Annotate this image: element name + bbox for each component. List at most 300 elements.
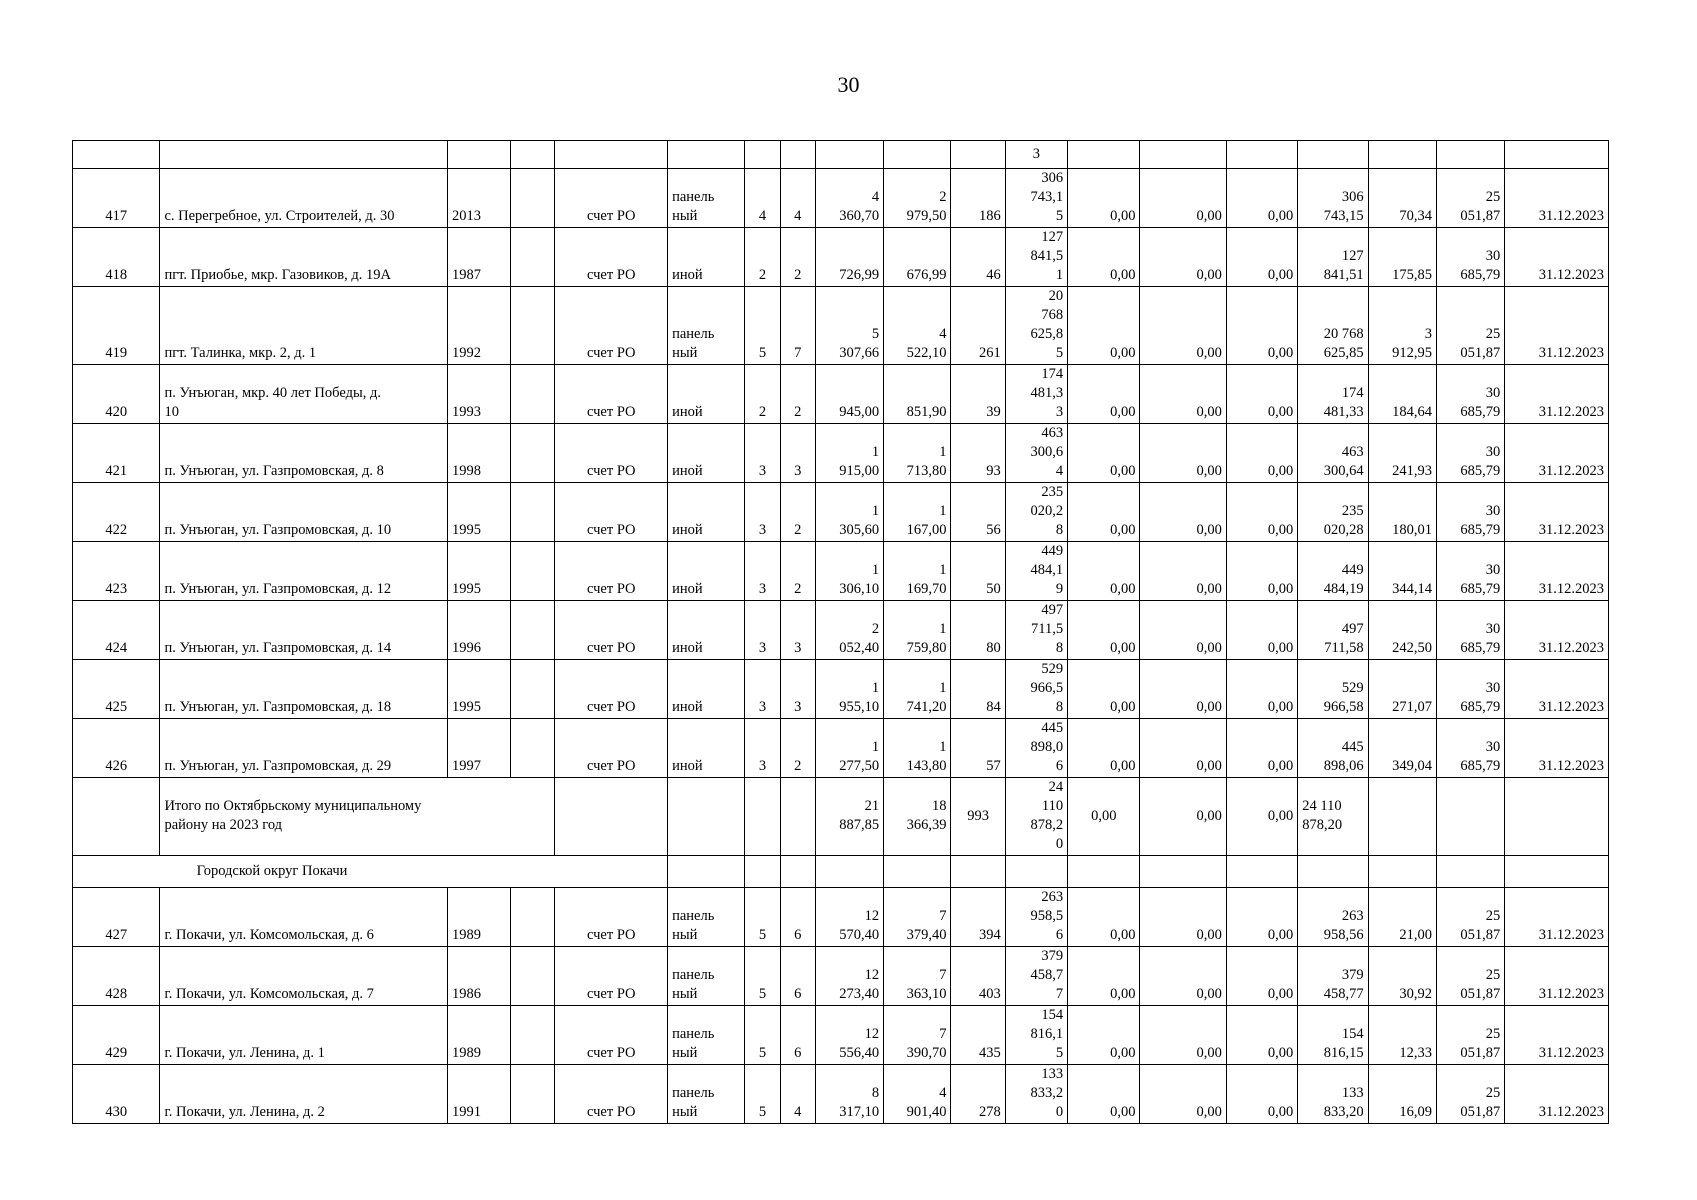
year-cell: 1987: [447, 228, 510, 287]
owners-funds-cell: 379 458,77: [1298, 947, 1368, 1006]
fund-source-2-cell: 0,00: [1140, 660, 1226, 719]
empty-cell: [1068, 856, 1140, 888]
living-area-cell: 1 169,70: [884, 542, 951, 601]
year-cell: 1993: [447, 365, 510, 424]
floors-cell: 5: [745, 888, 780, 947]
owners-funds-cell: 235 020,28: [1298, 483, 1368, 542]
fund-source-1-cell: 0,00: [1068, 365, 1140, 424]
total-area-cell: 1 306,10: [815, 542, 883, 601]
residents-cell: 394: [951, 888, 1005, 947]
total-area-cell: 1 277,50: [815, 719, 883, 778]
limit-cost-cell: 30 685,79: [1436, 601, 1504, 660]
total-owners-cell: 24 110 878,20: [1298, 778, 1368, 856]
fund-source-3-cell: 0,00: [1226, 424, 1297, 483]
address-cell: п. Унъюган, ул. Газпромовская, д. 10: [160, 483, 447, 542]
row-number: 426: [73, 719, 160, 778]
wall-material-cell: панель ный: [668, 1065, 745, 1124]
living-area-cell: 2 979,50: [884, 169, 951, 228]
entrances-cell: 2: [780, 719, 815, 778]
empty-cell: [745, 856, 780, 888]
cost-cell: 529 966,5 8: [1005, 660, 1067, 719]
empty-cell: [1505, 778, 1609, 856]
residents-cell: 186: [951, 169, 1005, 228]
unit-cost-cell: 3 912,95: [1368, 287, 1436, 365]
year-cell: 1995: [447, 660, 510, 719]
empty-cell: [780, 778, 815, 856]
year-cell: 1986: [447, 947, 510, 1006]
table-row: [73, 228, 1609, 287]
limit-cost-cell: 30 685,79: [1436, 424, 1504, 483]
empty-cell: [511, 888, 555, 947]
residents-cell: 46: [951, 228, 1005, 287]
deadline-cell: 31.12.2023: [1505, 1006, 1609, 1065]
floors-cell: 5: [745, 947, 780, 1006]
total-residents-cell: 993: [951, 778, 1005, 856]
total-fund-1-cell: 0,00: [1068, 778, 1140, 856]
year-cell: 2013: [447, 169, 510, 228]
empty-cell: [884, 856, 951, 888]
fund-source-2-cell: 0,00: [1140, 1065, 1226, 1124]
year-cell: 1995: [447, 542, 510, 601]
empty-cell: [511, 424, 555, 483]
fund-source-1-cell: 0,00: [1068, 542, 1140, 601]
row-number: 420: [73, 365, 160, 424]
floors-cell: 5: [745, 1065, 780, 1124]
row-number: 430: [73, 1065, 160, 1124]
fund-source-1-cell: 0,00: [1068, 719, 1140, 778]
table-row: [73, 1006, 1609, 1065]
fund-source-3-cell: 0,00: [1226, 719, 1297, 778]
total-area-cell: 726,99: [815, 228, 883, 287]
unit-cost-cell: 12,33: [1368, 1006, 1436, 1065]
cost-cell: 235 020,2 8: [1005, 483, 1067, 542]
unit-cost-cell: 175,85: [1368, 228, 1436, 287]
unit-cost-cell: 180,01: [1368, 483, 1436, 542]
cost-cell: 449 484,1 9: [1005, 542, 1067, 601]
row-number: 422: [73, 483, 160, 542]
cost-cell: 306 743,1 5: [1005, 169, 1067, 228]
section-header-row: [73, 856, 1609, 888]
wall-material-cell: панель ный: [668, 1006, 745, 1065]
year-cell: 1997: [447, 719, 510, 778]
empty-cell: [511, 169, 555, 228]
wall-material-cell: иной: [668, 424, 745, 483]
entrances-cell: 4: [780, 1065, 815, 1124]
row-number: 429: [73, 1006, 160, 1065]
year-cell: 1989: [447, 888, 510, 947]
fund-source-3-cell: 0,00: [1226, 228, 1297, 287]
limit-cost-cell: 30 685,79: [1436, 228, 1504, 287]
cost-cell: 379 458,7 7: [1005, 947, 1067, 1006]
deadline-cell: 31.12.2023: [1505, 287, 1609, 365]
address-cell: с. Перегребное, ул. Строителей, д. 30: [160, 169, 447, 228]
total-area-cell: 2 052,40: [815, 601, 883, 660]
total-area-cell: 12 273,40: [815, 947, 883, 1006]
fund-source-3-cell: 0,00: [1226, 1065, 1297, 1124]
owners-funds-cell: 449 484,19: [1298, 542, 1368, 601]
floors-cell: 5: [745, 287, 780, 365]
fund-cell: счет РО: [555, 287, 668, 365]
total-area-cell: 4 360,70: [815, 169, 883, 228]
unit-cost-cell: 70,34: [1368, 169, 1436, 228]
living-area-cell: 851,90: [884, 365, 951, 424]
fund-source-3-cell: 0,00: [1226, 888, 1297, 947]
table-body: [73, 141, 1609, 1124]
address-cell: пгт. Приобье, мкр. Газовиков, д. 19А: [160, 228, 447, 287]
fund-source-2-cell: 0,00: [1140, 888, 1226, 947]
fund-source-1-cell: 0,00: [1068, 601, 1140, 660]
empty-cell: [668, 778, 745, 856]
wall-material-cell: панель ный: [668, 169, 745, 228]
living-area-cell: 7 390,70: [884, 1006, 951, 1065]
carry-over-row: [73, 141, 1609, 169]
row-number: 421: [73, 424, 160, 483]
fund-source-2-cell: 0,00: [1140, 483, 1226, 542]
wall-material-cell: панель ный: [668, 287, 745, 365]
residents-cell: 93: [951, 424, 1005, 483]
deadline-cell: 31.12.2023: [1505, 542, 1609, 601]
total-fund-2-cell: 0,00: [1140, 778, 1226, 856]
fund-source-1-cell: 0,00: [1068, 287, 1140, 365]
limit-cost-cell: 25 051,87: [1436, 1065, 1504, 1124]
empty-cell: [1368, 856, 1436, 888]
row-number: 428: [73, 947, 160, 1006]
fund-cell: счет РО: [555, 424, 668, 483]
fund-source-1-cell: 0,00: [1068, 424, 1140, 483]
fund-cell: счет РО: [555, 169, 668, 228]
owners-funds-cell: 133 833,20: [1298, 1065, 1368, 1124]
cost-cell: 127 841,5 1: [1005, 228, 1067, 287]
fund-source-1-cell: 0,00: [1068, 483, 1140, 542]
empty-cell: [1140, 856, 1226, 888]
entrances-cell: 2: [780, 228, 815, 287]
floors-cell: 3: [745, 483, 780, 542]
cost-cell: 133 833,2 0: [1005, 1065, 1067, 1124]
page-number: 30: [837, 72, 860, 97]
address-cell: п. Унъюган, ул. Газпромовская, д. 8: [160, 424, 447, 483]
entrances-cell: 6: [780, 888, 815, 947]
entrances-cell: 2: [780, 483, 815, 542]
wall-material-cell: иной: [668, 719, 745, 778]
address-cell: п. Унъюган, ул. Газпромовская, д. 12: [160, 542, 447, 601]
row-number: 425: [73, 660, 160, 719]
fund-source-3-cell: 0,00: [1226, 542, 1297, 601]
limit-cost-cell: 30 685,79: [1436, 365, 1504, 424]
owners-funds-cell: 445 898,06: [1298, 719, 1368, 778]
empty-cell: [1298, 856, 1368, 888]
table-row: [73, 542, 1609, 601]
owners-funds-cell: 20 768 625,85: [1298, 287, 1368, 365]
empty-cell: [1436, 856, 1504, 888]
unit-cost-cell: 242,50: [1368, 601, 1436, 660]
cost-cell: 497 711,5 8: [1005, 601, 1067, 660]
fund-source-3-cell: 0,00: [1226, 947, 1297, 1006]
fund-source-1-cell: 0,00: [1068, 888, 1140, 947]
entrances-cell: 3: [780, 424, 815, 483]
address-cell: г. Покачи, ул. Комсомольская, д. 7: [160, 947, 447, 1006]
total-area-cell: 1 955,10: [815, 660, 883, 719]
floors-cell: 3: [745, 424, 780, 483]
entrances-cell: 6: [780, 1006, 815, 1065]
owners-funds-cell: 263 958,56: [1298, 888, 1368, 947]
limit-cost-cell: 25 051,87: [1436, 947, 1504, 1006]
total-area-cell: 12 570,40: [815, 888, 883, 947]
empty-cell: [511, 1006, 555, 1065]
fund-source-3-cell: 0,00: [1226, 601, 1297, 660]
empty-cell: [511, 287, 555, 365]
fund-cell: счет РО: [555, 365, 668, 424]
floors-cell: 3: [745, 660, 780, 719]
table-row: [73, 888, 1609, 947]
empty-cell: [511, 601, 555, 660]
floors-cell: 2: [745, 228, 780, 287]
residents-cell: 56: [951, 483, 1005, 542]
address-cell: п. Унъюган, ул. Газпромовская, д. 29: [160, 719, 447, 778]
residents-cell: 80: [951, 601, 1005, 660]
repair-program-table: [72, 140, 1609, 1124]
total-fund-3-cell: 0,00: [1226, 778, 1297, 856]
fund-source-2-cell: 0,00: [1140, 228, 1226, 287]
limit-cost-cell: 25 051,87: [1436, 287, 1504, 365]
residents-cell: 84: [951, 660, 1005, 719]
fund-cell: счет РО: [555, 947, 668, 1006]
address-cell: п. Унъюган, ул. Газпромовская, д. 18: [160, 660, 447, 719]
fund-cell: счет РО: [555, 483, 668, 542]
fund-source-3-cell: 0,00: [1226, 169, 1297, 228]
empty-cell: [780, 856, 815, 888]
cost-cell: 154 816,1 5: [1005, 1006, 1067, 1065]
table-row: [73, 483, 1609, 542]
living-area-cell: 1 759,80: [884, 601, 951, 660]
fund-source-1-cell: 0,00: [1068, 1065, 1140, 1124]
deadline-cell: 31.12.2023: [1505, 660, 1609, 719]
cost-cell: 263 958,5 6: [1005, 888, 1067, 947]
empty-cell: [1368, 778, 1436, 856]
fund-cell: счет РО: [555, 719, 668, 778]
table-row: [73, 660, 1609, 719]
empty-cell: [511, 947, 555, 1006]
deadline-cell: 31.12.2023: [1505, 169, 1609, 228]
wall-material-cell: иной: [668, 365, 745, 424]
address-cell: г. Покачи, ул. Ленина, д. 1: [160, 1006, 447, 1065]
row-number: 418: [73, 228, 160, 287]
deadline-cell: 31.12.2023: [1505, 601, 1609, 660]
fund-cell: счет РО: [555, 542, 668, 601]
fund-source-3-cell: 0,00: [1226, 1006, 1297, 1065]
table-row: [73, 169, 1609, 228]
table-row: [73, 601, 1609, 660]
unit-cost-cell: 349,04: [1368, 719, 1436, 778]
deadline-cell: 31.12.2023: [1505, 947, 1609, 1006]
year-cell: 1996: [447, 601, 510, 660]
owners-funds-cell: 154 816,15: [1298, 1006, 1368, 1065]
deadline-cell: 31.12.2023: [1505, 483, 1609, 542]
fund-source-1-cell: 0,00: [1068, 228, 1140, 287]
fund-cell: счет РО: [555, 1006, 668, 1065]
limit-cost-cell: 25 051,87: [1436, 1006, 1504, 1065]
owners-funds-cell: 127 841,51: [1298, 228, 1368, 287]
fund-source-2-cell: 0,00: [1140, 1006, 1226, 1065]
unit-cost-cell: 30,92: [1368, 947, 1436, 1006]
empty-cell: [1505, 856, 1609, 888]
limit-cost-cell: 30 685,79: [1436, 660, 1504, 719]
limit-cost-cell: 30 685,79: [1436, 719, 1504, 778]
wall-material-cell: иной: [668, 601, 745, 660]
floors-cell: 3: [745, 542, 780, 601]
fund-source-3-cell: 0,00: [1226, 287, 1297, 365]
fund-source-1-cell: 0,00: [1068, 660, 1140, 719]
entrances-cell: 6: [780, 947, 815, 1006]
wall-material-cell: панель ный: [668, 947, 745, 1006]
total-area-cell: 1 915,00: [815, 424, 883, 483]
address-cell: г. Покачи, ул. Комсомольская, д. 6: [160, 888, 447, 947]
residents-cell: 261: [951, 287, 1005, 365]
table-row: [73, 424, 1609, 483]
floors-cell: 3: [745, 719, 780, 778]
empty-cell: [511, 1065, 555, 1124]
fund-source-2-cell: 0,00: [1140, 287, 1226, 365]
residents-cell: 39: [951, 365, 1005, 424]
empty-cell: [511, 542, 555, 601]
deadline-cell: 31.12.2023: [1505, 1065, 1609, 1124]
address-cell: п. Унъюган, ул. Газпромовская, д. 14: [160, 601, 447, 660]
empty-cell: [1226, 856, 1297, 888]
wall-material-cell: иной: [668, 483, 745, 542]
floors-cell: 5: [745, 1006, 780, 1065]
deadline-cell: 31.12.2023: [1505, 888, 1609, 947]
residents-cell: 50: [951, 542, 1005, 601]
table-row: [73, 947, 1609, 1006]
total-area-cell: 12 556,40: [815, 1006, 883, 1065]
living-area-cell: 1 167,00: [884, 483, 951, 542]
empty-cell: [668, 856, 745, 888]
cost-cell: 20 768 625,8 5: [1005, 287, 1067, 365]
unit-cost-cell: 241,93: [1368, 424, 1436, 483]
living-area-cell: 1 741,20: [884, 660, 951, 719]
floors-cell: 2: [745, 365, 780, 424]
unit-cost-cell: 21,00: [1368, 888, 1436, 947]
fund-source-2-cell: 0,00: [1140, 542, 1226, 601]
floors-cell: 3: [745, 601, 780, 660]
empty-cell: [1005, 856, 1067, 888]
limit-cost-cell: 30 685,79: [1436, 483, 1504, 542]
entrances-cell: 2: [780, 365, 815, 424]
residents-cell: 57: [951, 719, 1005, 778]
cost-cell: 174 481,3 3: [1005, 365, 1067, 424]
empty-cell: [511, 660, 555, 719]
fund-source-3-cell: 0,00: [1226, 365, 1297, 424]
empty-cell: [1436, 778, 1504, 856]
unit-cost-cell: 271,07: [1368, 660, 1436, 719]
deadline-cell: 31.12.2023: [1505, 424, 1609, 483]
total-row: [73, 778, 1609, 856]
owners-funds-cell: 463 300,64: [1298, 424, 1368, 483]
owners-funds-cell: 174 481,33: [1298, 365, 1368, 424]
fund-cell: счет РО: [555, 601, 668, 660]
unit-cost-cell: 344,14: [1368, 542, 1436, 601]
fund-source-2-cell: 0,00: [1140, 947, 1226, 1006]
residents-cell: 278: [951, 1065, 1005, 1124]
carry-over-cost: 3: [1005, 141, 1067, 169]
row-number: 423: [73, 542, 160, 601]
residents-cell: 403: [951, 947, 1005, 1006]
total-area-cell: 5 307,66: [815, 287, 883, 365]
entrances-cell: 3: [780, 660, 815, 719]
living-area-cell: 1 713,80: [884, 424, 951, 483]
total-area-cell: 8 317,10: [815, 1065, 883, 1124]
fund-source-2-cell: 0,00: [1140, 601, 1226, 660]
fund-cell: счет РО: [555, 888, 668, 947]
residents-cell: 435: [951, 1006, 1005, 1065]
empty-cell: [815, 856, 883, 888]
entrances-cell: 2: [780, 542, 815, 601]
total-living-area-cell: 18 366,39: [884, 778, 951, 856]
total-label: Итого по Октябрьскому муниципальному району на 2023 год: [160, 778, 555, 856]
empty-cell: [73, 778, 160, 856]
fund-source-2-cell: 0,00: [1140, 719, 1226, 778]
living-area-cell: 4 901,40: [884, 1065, 951, 1124]
empty-cell: [511, 719, 555, 778]
fund-cell: счет РО: [555, 1065, 668, 1124]
entrances-cell: 4: [780, 169, 815, 228]
limit-cost-cell: 30 685,79: [1436, 542, 1504, 601]
deadline-cell: 31.12.2023: [1505, 365, 1609, 424]
table-row: [73, 1065, 1609, 1124]
empty-cell: [511, 483, 555, 542]
owners-funds-cell: 497 711,58: [1298, 601, 1368, 660]
living-area-cell: 7 363,10: [884, 947, 951, 1006]
address-cell: п. Унъюган, мкр. 40 лет Победы, д. 10: [160, 365, 447, 424]
row-number: 427: [73, 888, 160, 947]
living-area-cell: 4 522,10: [884, 287, 951, 365]
table-row: [73, 719, 1609, 778]
year-cell: 1992: [447, 287, 510, 365]
unit-cost-cell: 16,09: [1368, 1065, 1436, 1124]
fund-source-1-cell: 0,00: [1068, 1006, 1140, 1065]
deadline-cell: 31.12.2023: [1505, 719, 1609, 778]
living-area-cell: 1 143,80: [884, 719, 951, 778]
empty-cell: [511, 228, 555, 287]
wall-material-cell: иной: [668, 660, 745, 719]
owners-funds-cell: 529 966,58: [1298, 660, 1368, 719]
year-cell: 1998: [447, 424, 510, 483]
section-title: Городской округ Покачи: [73, 856, 668, 888]
wall-material-cell: иной: [668, 228, 745, 287]
empty-cell: [951, 856, 1005, 888]
living-area-cell: 676,99: [884, 228, 951, 287]
cost-cell: 463 300,6 4: [1005, 424, 1067, 483]
fund-source-2-cell: 0,00: [1140, 169, 1226, 228]
fund-cell: счет РО: [555, 660, 668, 719]
total-area-cell: 945,00: [815, 365, 883, 424]
total-area-cell: 1 305,60: [815, 483, 883, 542]
year-cell: 1991: [447, 1065, 510, 1124]
owners-funds-cell: 306 743,15: [1298, 169, 1368, 228]
entrances-cell: 3: [780, 601, 815, 660]
fund-source-1-cell: 0,00: [1068, 947, 1140, 1006]
row-number: 417: [73, 169, 160, 228]
fund-source-3-cell: 0,00: [1226, 660, 1297, 719]
table-row: [73, 365, 1609, 424]
cost-cell: 445 898,0 6: [1005, 719, 1067, 778]
table-row: [73, 287, 1609, 365]
empty-cell: [745, 778, 780, 856]
wall-material-cell: иной: [668, 542, 745, 601]
address-cell: пгт. Талинка, мкр. 2, д. 1: [160, 287, 447, 365]
limit-cost-cell: 25 051,87: [1436, 169, 1504, 228]
year-cell: 1995: [447, 483, 510, 542]
year-cell: 1989: [447, 1006, 510, 1065]
